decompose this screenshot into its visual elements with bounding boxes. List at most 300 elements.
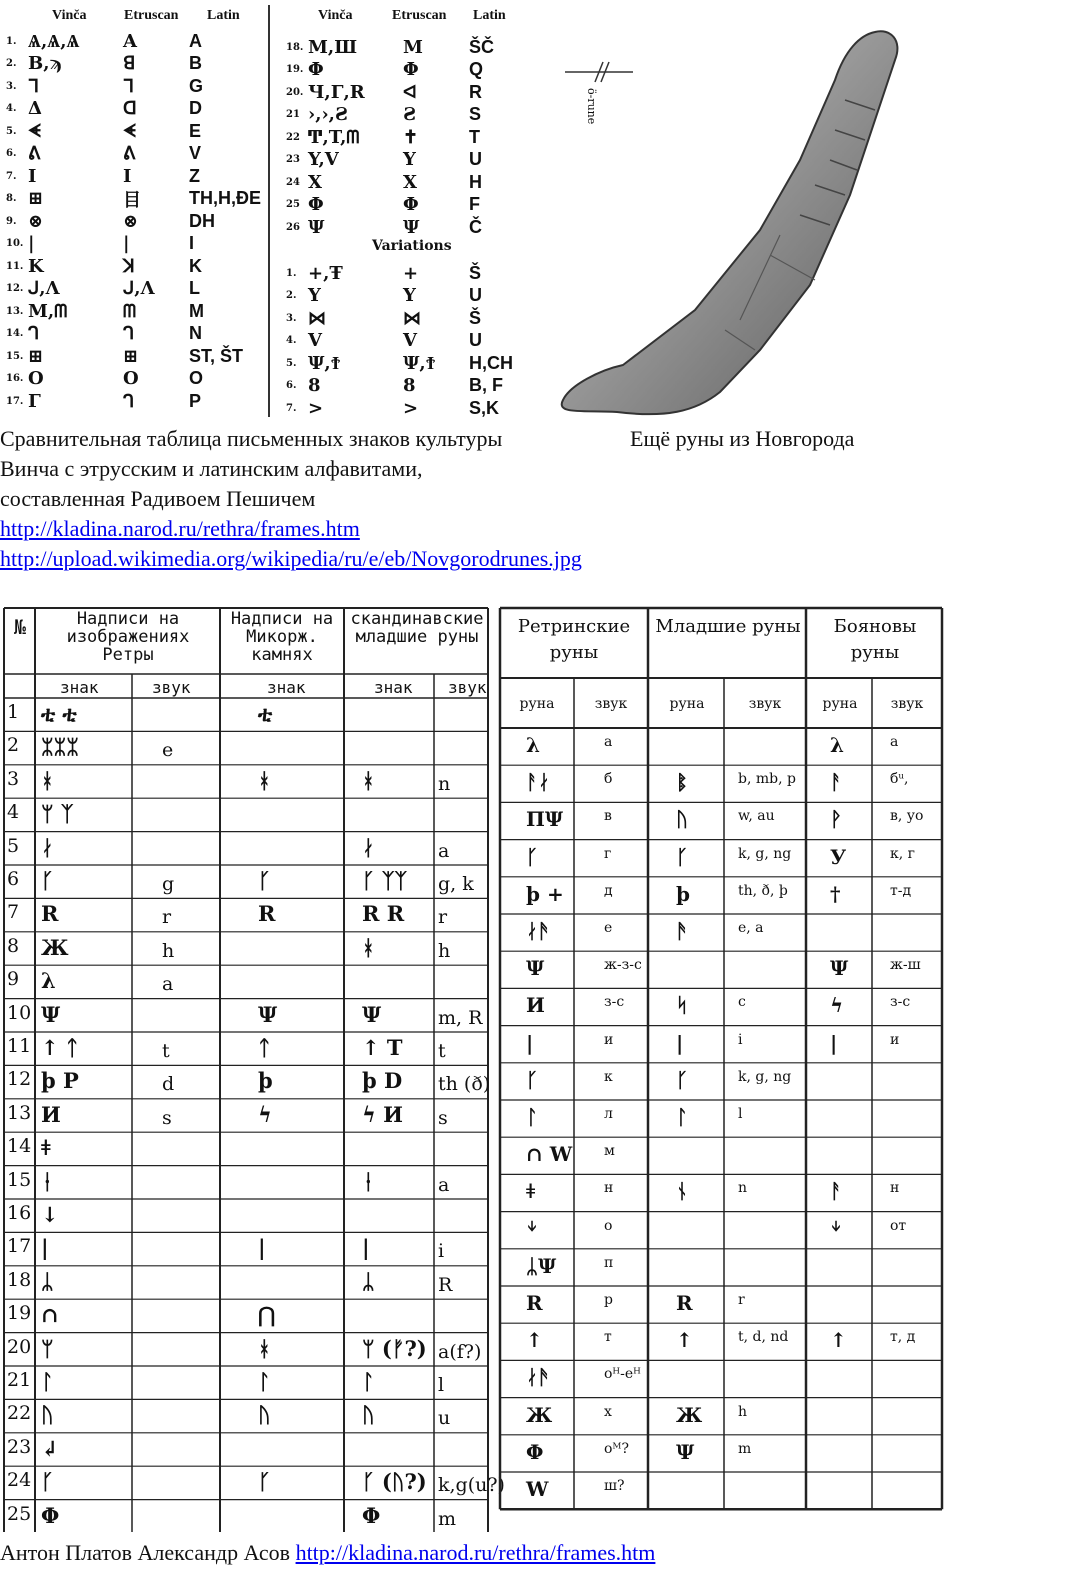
- t2-cell-r2: Ж: [676, 1402, 703, 1427]
- t2-cell-s2: l: [738, 1106, 743, 1122]
- t2-cell-r1: ᚴ: [526, 844, 538, 869]
- vinca-row: [6, 233, 269, 255]
- t2-cell-r3: ᚨ: [830, 1179, 842, 1204]
- t1-cell-n: 16: [7, 1202, 32, 1224]
- t2-cell-s1: и: [604, 1031, 614, 1048]
- sub-sound-2: звук: [748, 696, 782, 712]
- vinca-row: [6, 345, 269, 367]
- t1-cell-n: 21: [7, 1369, 32, 1391]
- vinca-row: [286, 307, 549, 329]
- t1-cell-d: Ψ: [362, 1001, 382, 1027]
- vinca-cell-e: X: [403, 171, 417, 193]
- vinca-cell-v: ⊞: [28, 345, 44, 367]
- vinca-cell-l: D: [189, 98, 202, 118]
- t2-cell-r2: ᚫ: [676, 919, 688, 943]
- vinca-cell-e: ᗛ: [123, 120, 137, 142]
- t1-cell-e: a: [438, 1173, 450, 1196]
- t1-cell-c: ᚴ: [258, 868, 271, 893]
- vinca-cell-e: 目: [123, 189, 141, 211]
- vinca-cell-l: B: [189, 53, 202, 73]
- vinca-cell-n: 10.: [6, 238, 24, 249]
- header-latin: Latin: [207, 8, 240, 23]
- t2-cell-s3: а: [890, 734, 899, 750]
- t1-cell-a: ᚽ: [41, 1168, 54, 1194]
- header-vinca-2: Vinča: [318, 8, 353, 23]
- t2-cell-r3: λ: [830, 733, 845, 757]
- t1-cell-n: 15: [7, 1168, 32, 1191]
- vinca-row: [6, 30, 269, 52]
- vinca-cell-e: ᒉ: [123, 390, 135, 412]
- vinca-row: [286, 104, 549, 126]
- t2-cell-s1: м: [604, 1143, 615, 1160]
- t1-cell-a: ᚴ: [41, 868, 54, 893]
- t1-cell-a: R: [41, 901, 59, 927]
- t1-cell-n: 4: [7, 801, 20, 824]
- footer-authors-text: Антон Платов Александр Асов: [0, 1540, 296, 1565]
- vinca-cell-e: ᗡ: [123, 98, 137, 119]
- vinca-cell-n: 13.: [6, 305, 24, 317]
- t1-cell-e: th (ð): [438, 1073, 491, 1096]
- footer-link[interactable]: http://kladina.narod.ru/rethra/frames.htm: [295, 1540, 656, 1565]
- vinca-cell-v: I: [28, 165, 37, 187]
- link-kladina[interactable]: http://kladina.narod.ru/rethra/frames.htm: [0, 516, 360, 541]
- vinca-cell-l: I: [189, 233, 195, 253]
- t1-cell-a: ǂ: [41, 1135, 51, 1161]
- t1-cell-c: ᚴ: [258, 1469, 271, 1495]
- vinca-cell-l: Š: [469, 307, 482, 328]
- vinca-cell-e: O: [123, 368, 139, 389]
- vinca-row: [286, 149, 549, 171]
- vinca-cell-l: G: [189, 75, 204, 96]
- t2-cell-s1: oᴹ?: [604, 1440, 629, 1457]
- t2-cell-s2: w, au: [738, 808, 775, 825]
- vinca-cell-v: ᒣ: [28, 75, 39, 97]
- t1-cell-n: 11: [7, 1035, 32, 1057]
- vinca-cell-n: 12.: [6, 283, 24, 294]
- t1-cell-d: ϟ И: [362, 1101, 404, 1127]
- vinca-cell-l: ST, ŠT: [189, 345, 244, 366]
- t2-cell-s1: ж-з-с: [604, 957, 642, 974]
- t1-cell-e: s: [438, 1106, 448, 1129]
- vinca-row: [286, 81, 549, 103]
- vinca-cell-v: Γ: [28, 390, 41, 412]
- vinca-cell-n: 1.: [286, 267, 297, 279]
- vinca-cell-n: 4.: [6, 103, 17, 114]
- vinca-row: [286, 171, 549, 193]
- t1-cell-n: 20: [7, 1335, 32, 1358]
- t2-cell-s2: h: [738, 1403, 748, 1420]
- vinca-cell-l: Č: [469, 216, 482, 237]
- vinca-cell-n: 6.: [286, 380, 297, 391]
- t1-cell-a: ᛚ: [41, 1369, 54, 1394]
- t1-cell-a: Ψ: [41, 1001, 61, 1027]
- link-wikimedia[interactable]: http://upload.wikimedia.org/wikipedia/ru/e/eb/Novgorodrunes.jpg: [0, 546, 582, 571]
- vinca-cell-v: Ч,Γ,R: [308, 81, 365, 103]
- vinca-cell-v: V: [308, 330, 322, 351]
- t1-cell-a: ↑ ᛏ: [41, 1035, 79, 1060]
- vinca-cell-e: ᒉ: [123, 323, 135, 344]
- vinca-cell-n: 11.: [6, 260, 24, 272]
- sub-sign-2: знак: [267, 678, 306, 697]
- vinca-cell-v: ›,›,Ƨ: [308, 104, 348, 125]
- t2-cell-s3: к, г: [890, 845, 915, 862]
- vinca-cell-l: U: [469, 149, 482, 169]
- t1-cell-a: þ P: [41, 1068, 79, 1094]
- vinca-cell-v: X: [308, 171, 322, 193]
- t1-cell-e: R: [438, 1273, 453, 1296]
- vinca-cell-n: 9.: [6, 215, 17, 227]
- t1-cell-a: λ: [41, 968, 56, 994]
- t1-cell-e: r: [438, 906, 448, 929]
- vinca-cell-e: Ψ: [403, 216, 420, 238]
- vinca-row: [286, 397, 549, 419]
- t2-cell-s1: з-с: [604, 994, 625, 1011]
- vinca-cell-n: 21: [286, 109, 300, 120]
- t2-cell-r1: þ +: [526, 881, 564, 906]
- t1-cell-a: ᛯᛯᛯ: [41, 734, 79, 760]
- vinca-cell-n: 6.: [6, 148, 17, 159]
- vinca-cell-l: DH: [189, 210, 215, 231]
- t1-cell-c: ቲ: [258, 701, 273, 726]
- t1-cell-n: 24: [7, 1469, 32, 1492]
- vinca-cell-e: ᒍ,Λ: [123, 278, 155, 299]
- t2-cell-s2: k, g, ng: [738, 845, 792, 862]
- t1-cell-n: 19: [7, 1302, 32, 1325]
- col-young-runes-header: Младшие руны: [655, 616, 801, 637]
- vinca-cell-n: 1.: [6, 35, 17, 47]
- t2-cell-r1: Ψ: [526, 956, 545, 981]
- t1-cell-e: u: [438, 1407, 451, 1430]
- footer-authors: [0, 1538, 655, 1568]
- variations-label: Variations: [372, 238, 452, 254]
- t2-cell-s3: з-с: [890, 994, 911, 1011]
- t2-cell-r1: ǂ: [526, 1179, 536, 1204]
- t1-cell-b: r: [162, 906, 172, 929]
- vinca-cell-l: E: [189, 120, 202, 141]
- header-etruscan: Etruscan: [124, 8, 179, 23]
- vinca-cell-n: 17.: [6, 395, 24, 407]
- vinca-cell-n: 2.: [286, 290, 297, 301]
- t2-cell-r3: |: [830, 1030, 838, 1055]
- t1-cell-d: R R: [362, 901, 405, 927]
- caption-line-1: Сравнительная таблица письменных знаков культуры: [0, 426, 503, 451]
- t2-cell-s2: k, g, ng: [738, 1068, 792, 1085]
- t1-cell-e: m, R: [438, 1006, 483, 1029]
- t2-cell-s1: б: [604, 771, 613, 788]
- vinca-cell-l: L: [189, 278, 200, 298]
- col-retra-header: Надписи на изображениях Ретры: [66, 609, 190, 665]
- t1-cell-e: i: [438, 1240, 445, 1263]
- vinca-cell-l: U: [469, 330, 482, 350]
- vinca-cell-n: 19.: [286, 64, 304, 75]
- vinca-cell-l: R: [469, 81, 482, 102]
- vinca-cell-e: ꓘ: [123, 255, 135, 277]
- t1-cell-a: Ж: [41, 934, 69, 960]
- vinca-cell-v: >: [308, 397, 324, 419]
- vinca-cell-l: Q: [469, 59, 484, 79]
- t1-cell-d: ᚼ: [362, 934, 375, 960]
- t1-cell-a: ᚴ: [41, 1469, 54, 1495]
- t1-cell-n: 3: [7, 767, 20, 790]
- col-retra-runes-header: Ретринские руны: [517, 616, 631, 663]
- t1-cell-n: 25: [7, 1502, 32, 1525]
- vinca-row: [6, 165, 269, 187]
- vinca-cell-v: Φ: [308, 59, 324, 80]
- t1-cell-b: g: [162, 873, 175, 895]
- t1-cell-b: e: [162, 739, 174, 762]
- vinca-cell-e: ✝: [403, 126, 419, 148]
- vinca-cell-l: K: [189, 255, 202, 276]
- t1-cell-n: 23: [7, 1435, 32, 1458]
- vinca-cell-e: >: [403, 397, 419, 419]
- vinca-cell-e: Y: [403, 149, 416, 170]
- t2-cell-r2: ᚢ: [676, 807, 688, 832]
- vinca-row: [6, 53, 269, 75]
- vinca-cell-e: ⋈: [403, 307, 421, 329]
- vinca-row: [6, 255, 269, 277]
- vinca-cell-v: Ψ,Ϯ: [308, 352, 341, 374]
- t2-cell-r2: þ: [676, 881, 690, 906]
- t1-cell-a: ᛘ ᛉ: [41, 801, 74, 827]
- t2-cell-r1: W: [526, 1477, 549, 1501]
- t1-cell-e: a: [438, 839, 450, 862]
- t1-cell-c: ᛚ: [258, 1369, 271, 1394]
- t2-cell-s1: н: [604, 1180, 614, 1197]
- vinca-row: [6, 188, 269, 210]
- t1-cell-a: ᚼ: [41, 767, 54, 793]
- t1-cell-a: ∩: [41, 1302, 59, 1328]
- t1-cell-d: ᛚ: [362, 1369, 375, 1394]
- t2-cell-s1: л: [604, 1106, 613, 1122]
- vinca-row: [286, 126, 549, 148]
- vinca-cell-l: H: [469, 171, 482, 192]
- vinca-cell-v: |: [28, 233, 35, 254]
- t2-cell-s1: е: [604, 920, 613, 936]
- vinca-cell-v: Y: [308, 285, 321, 306]
- vinca-cell-l: M: [189, 300, 204, 321]
- t1-cell-c: ⋂: [258, 1302, 276, 1328]
- vinca-cell-n: 7.: [6, 170, 17, 182]
- t2-cell-s1: х: [604, 1403, 612, 1420]
- vinca-cell-l: B, F: [469, 375, 503, 395]
- caption-novgorod: Ещё руны из Новгорода: [630, 426, 855, 451]
- t1-cell-d: ᛘ (ᚠ?): [362, 1335, 427, 1361]
- t1-cell-a: И: [41, 1101, 61, 1127]
- vinca-cell-l: S,K: [469, 397, 500, 418]
- sub-sound-3: звук: [890, 696, 924, 712]
- t2-cell-s3: т-д: [890, 882, 912, 899]
- t2-cell-s3: т, д: [890, 1329, 916, 1346]
- t1-cell-d: ᛦ: [362, 1268, 375, 1294]
- t1-cell-n: 6: [7, 868, 20, 890]
- vinca-cell-l: A: [189, 30, 202, 51]
- t2-cell-s2: th, ð, þ: [738, 882, 788, 899]
- t1-cell-a: ᚢ: [41, 1402, 54, 1428]
- t2-cell-r1: Ж: [526, 1402, 553, 1427]
- t2-cell-r3: ᚨ: [830, 770, 842, 795]
- vinca-cell-n: 23: [286, 154, 300, 165]
- t1-cell-d: ᚢ: [362, 1402, 375, 1428]
- t1-cell-b: a: [162, 973, 174, 996]
- vinca-cell-v: Y,V: [308, 149, 339, 170]
- vinca-cell-v: B,ϡ: [28, 53, 62, 74]
- t2-cell-r1: R: [526, 1291, 543, 1315]
- vinca-cell-e: M: [403, 36, 423, 58]
- t2-cell-r1: ∩ W: [526, 1142, 573, 1167]
- vinca-cell-e: ᐊ: [403, 81, 417, 103]
- t1-cell-n: 5: [7, 834, 20, 857]
- vinca-cell-n: 15.: [6, 350, 24, 362]
- vinca-cell-v: ᒍ,Λ: [28, 278, 60, 299]
- t1-cell-b: s: [162, 1106, 172, 1129]
- vinca-row: [6, 98, 269, 120]
- t1-cell-n: 2: [7, 734, 20, 757]
- sub-rune-3: руна: [822, 696, 858, 712]
- t2-cell-s3: от: [890, 1217, 907, 1234]
- t2-cell-s2: r: [738, 1292, 745, 1308]
- ö-rune-label: ö-rune: [585, 88, 598, 125]
- vinca-cell-v: ⊗: [28, 210, 44, 232]
- t2-cell-s1: а: [604, 734, 613, 750]
- vinca-cell-l: Š: [469, 262, 482, 283]
- t1-cell-n: 22: [7, 1402, 32, 1425]
- vinca-cell-e: A: [123, 30, 137, 52]
- header-vinca: Vinča: [52, 8, 87, 23]
- t2-cell-r1: ᛅᚫ: [526, 1365, 550, 1390]
- col-mikorzh-header: Надписи на Микорж. камнях: [230, 609, 334, 665]
- vinca-row: [286, 375, 549, 397]
- t2-cell-r2: ↑: [676, 1328, 693, 1353]
- t2-cell-r2: ᚾ: [676, 1179, 688, 1204]
- t1-cell-e: a(f?): [438, 1340, 482, 1363]
- t1-cell-d: |: [362, 1235, 370, 1261]
- vinca-cell-v: ⊞: [28, 188, 44, 209]
- vinca-cell-e: I: [123, 165, 132, 187]
- t2-cell-s2: t, d, nd: [738, 1329, 789, 1346]
- vinca-cell-l: V: [189, 143, 202, 163]
- vinca-cell-v: ᗛ: [28, 120, 42, 142]
- vinca-cell-e: ⊞: [123, 345, 139, 367]
- t2-cell-r3: ᛎ: [830, 1216, 842, 1241]
- t2-cell-r2: R: [676, 1291, 693, 1315]
- vinca-cell-e: ᗰ: [123, 300, 136, 322]
- t1-cell-a: ᛘ: [41, 1335, 54, 1361]
- vinca-cell-v: Ѧ,Ѧ,Ѧ: [28, 30, 80, 52]
- rethra-runes-comparison-table: [2, 606, 505, 1532]
- t1-cell-c: ᚼ: [258, 767, 271, 793]
- sub-sign-1: знак: [60, 678, 99, 697]
- vinca-cell-v: ᒉ: [28, 323, 40, 344]
- vinca-row: [6, 210, 269, 232]
- vinca-cell-l: S: [469, 104, 482, 124]
- t1-cell-n: 9: [7, 968, 20, 991]
- vinca-cell-v: 8: [308, 375, 321, 396]
- t2-cell-s1: п: [604, 1254, 614, 1271]
- t2-cell-s1: г: [604, 845, 612, 862]
- t2-cell-s3: н: [890, 1180, 900, 1197]
- t1-cell-b: t: [162, 1040, 170, 1062]
- vinca-cell-e: ᒣ: [123, 75, 134, 97]
- t1-cell-a: ᛅ: [41, 834, 54, 860]
- col-boyan-runes-header: Бояновы руны: [833, 616, 917, 663]
- t2-cell-r3: ϟ: [830, 993, 844, 1018]
- vinca-row: [6, 300, 269, 322]
- col-scand-header: скандинавские младшие руны: [350, 609, 484, 647]
- vinca-cell-n: 4.: [286, 335, 297, 346]
- t1-cell-c: R: [258, 901, 276, 927]
- t1-cell-a: ↓: [41, 1202, 59, 1227]
- vinca-cell-e: |: [123, 233, 130, 254]
- t1-cell-n: 18: [7, 1268, 32, 1291]
- vinca-cell-e: ⊗: [123, 210, 139, 232]
- caption-line-3: составленная Радивоем Пешичем: [0, 486, 316, 511]
- t2-cell-s2: e, a: [738, 920, 764, 936]
- t1-cell-n: 1: [7, 701, 20, 723]
- t2-cell-s2: c: [738, 994, 746, 1011]
- vinca-cell-n: 20.: [286, 86, 304, 98]
- vinca-cell-l: ŠČ: [469, 36, 495, 57]
- vinca-cell-v: Ψ: [308, 216, 325, 238]
- vinca-cell-e: Y: [403, 285, 416, 306]
- scale-mark-icon: [565, 60, 635, 90]
- t2-cell-r1: ᛎ: [526, 1216, 538, 1241]
- t1-cell-a: ቲ ቲ: [41, 701, 77, 726]
- t1-cell-d: ᚽ: [362, 1168, 375, 1194]
- t2-cell-r3: Ψ: [830, 956, 849, 981]
- t2-cell-r1: ΠΨ: [526, 807, 564, 832]
- t2-cell-s1: oᴴ-eᴴ: [604, 1366, 641, 1383]
- t1-cell-e: t: [438, 1040, 446, 1062]
- vinca-cell-e: Ψ,Ϯ: [403, 352, 436, 374]
- t2-cell-r1: ᚨᛅ: [526, 770, 550, 795]
- t1-cell-e: m: [438, 1507, 457, 1530]
- t2-cell-s3: в, уо: [890, 808, 924, 825]
- sub-sign-3: знак: [374, 678, 413, 697]
- sub-sound-3: звук: [448, 678, 487, 697]
- sub-rune-1: руна: [519, 696, 555, 712]
- vinca-cell-n: 14.: [6, 328, 24, 339]
- t2-cell-r3: У: [830, 844, 847, 869]
- vinca-row: [286, 262, 549, 284]
- vinca-row: [286, 194, 549, 216]
- t2-cell-s3: ж-ш: [890, 957, 921, 974]
- t1-cell-d: Φ: [362, 1502, 381, 1528]
- t1-cell-d: ᚼ: [362, 767, 375, 793]
- col-number-header: №: [13, 615, 27, 639]
- header-latin-2: Latin: [473, 8, 506, 23]
- vinca-cell-e: Ƨ: [403, 104, 416, 125]
- vinca-cell-l: TH,H,ÐE: [189, 188, 261, 208]
- t1-cell-d: þ D: [362, 1068, 403, 1094]
- t2-cell-s2: n: [738, 1180, 748, 1197]
- vinca-cell-n: 18.: [286, 41, 304, 53]
- t2-cell-r3: ᚹ: [830, 807, 842, 832]
- t2-cell-s2: i: [738, 1031, 743, 1048]
- t2-cell-r1: Φ: [526, 1439, 544, 1464]
- vinca-cell-l: H,CH: [469, 352, 513, 373]
- t1-cell-n: 13: [7, 1101, 32, 1124]
- vinca-row: [286, 59, 549, 81]
- t2-cell-r1: λ: [526, 733, 541, 757]
- t2-cell-r3: †: [830, 881, 841, 906]
- vinca-cell-v: ⋈: [308, 307, 326, 329]
- vinca-cell-n: 3.: [6, 80, 17, 92]
- header-etruscan-2: Etruscan: [392, 8, 447, 23]
- t1-cell-c: |: [258, 1235, 266, 1261]
- t1-cell-n: 7: [7, 901, 20, 924]
- vinca-cell-l: F: [469, 194, 480, 214]
- t2-cell-r2: |: [676, 1030, 684, 1055]
